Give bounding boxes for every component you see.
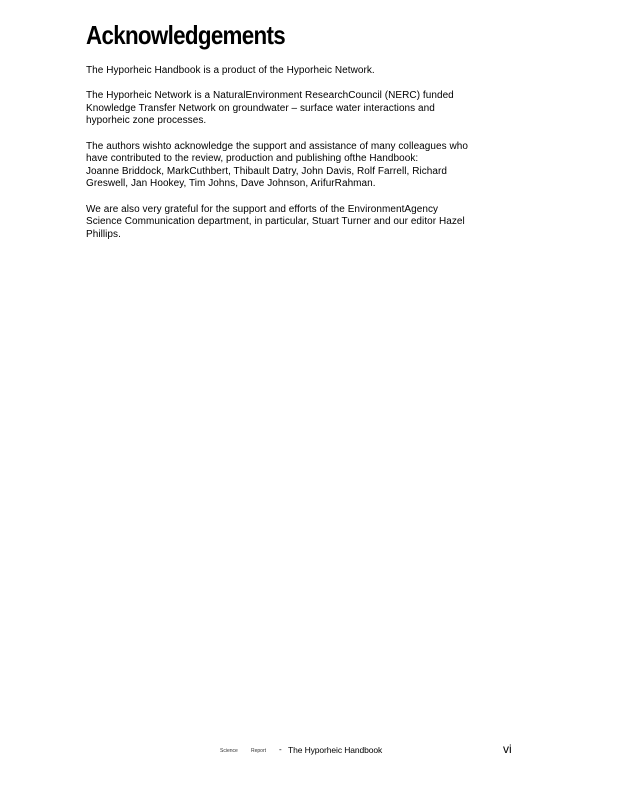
paragraph-line: hyporheic zone processes. [86, 115, 207, 127]
paragraph-line: Joanne Briddock, MarkCuthbert, Thibault Datry, John Davis, Rolf Farrell, Richard [86, 165, 447, 177]
footer-series-label: Science [220, 748, 238, 754]
paragraph-line: Phillips. [86, 228, 121, 240]
paragraph-line: The Hyporheic Handbook is a product of the Hyporheic Network. [86, 65, 375, 76]
paragraph-line: Science Communication department, in particular, Stuart Turner and our editor Hazel [86, 216, 465, 228]
paragraph-colleagues [86, 141, 518, 191]
paragraph-line: The authors wishto acknowledge the support and assistance of many colleagues who [86, 140, 469, 152]
paragraph-line: We are also very grateful for the support and efforts of the EnvironmentAgency [86, 203, 439, 215]
page-footer [0, 742, 618, 759]
footer-report-label: Report [251, 748, 267, 754]
paragraph-network [86, 90, 518, 128]
page-title: Acknowledgements [86, 20, 285, 50]
page-number: vi [503, 742, 512, 756]
footer-separator: - [279, 745, 282, 754]
footer-title: The Hyporheic Handbook [288, 745, 383, 755]
paragraph-line: The Hyporheic Network is a NaturalEnvironment ResearchCouncil (NERC) funded [86, 90, 454, 102]
paragraph-line: have contributed to the review, production and publishing ofthe Handbook: [86, 153, 419, 165]
paragraph-gratitude [86, 204, 518, 242]
paragraph-line: Greswell, Jan Hookey, Tim Johns, Dave Johnson, ArifurRahman. [86, 178, 376, 190]
paragraph-product [86, 65, 518, 78]
paragraph-line: Knowledge Transfer Network on groundwater – surface water interactions and [86, 102, 435, 114]
body-text [86, 65, 518, 254]
